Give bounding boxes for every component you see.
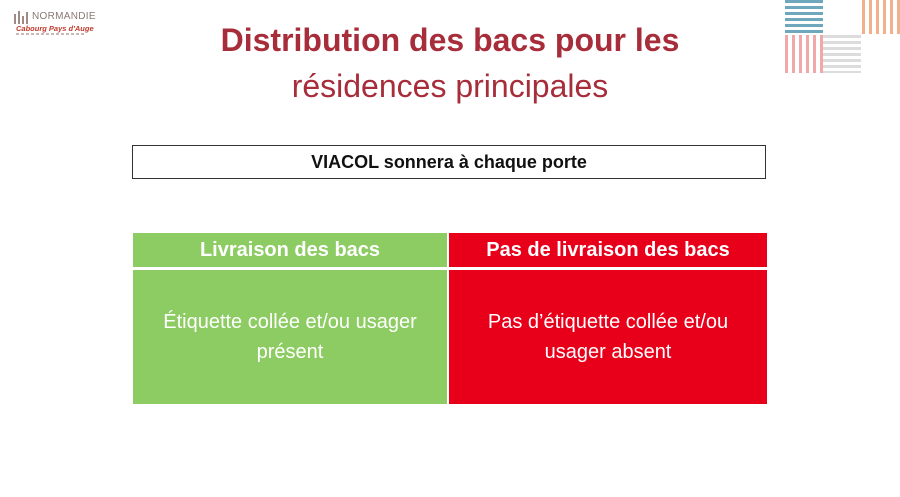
header-delivery: Livraison des bacs: [133, 233, 449, 270]
cell-delivery-condition: Étiquette collée et/ou usager présent: [133, 270, 449, 404]
logo-name: NORMANDIE: [32, 11, 96, 22]
delivery-table: [133, 233, 767, 404]
header-no-delivery: Pas de livraison des bacs: [449, 233, 767, 270]
page-title: Distribution des bacs pour les: [220, 22, 680, 58]
page-subtitle: résidences principales: [291, 68, 609, 104]
logo-subtitle: Cabourg Pays d'Auge: [16, 24, 94, 33]
info-banner: VIACOL sonnera à chaque porte: [132, 145, 766, 179]
cell-no-delivery-condition: Pas d’étiquette collée et/ou usager absent: [449, 270, 767, 404]
